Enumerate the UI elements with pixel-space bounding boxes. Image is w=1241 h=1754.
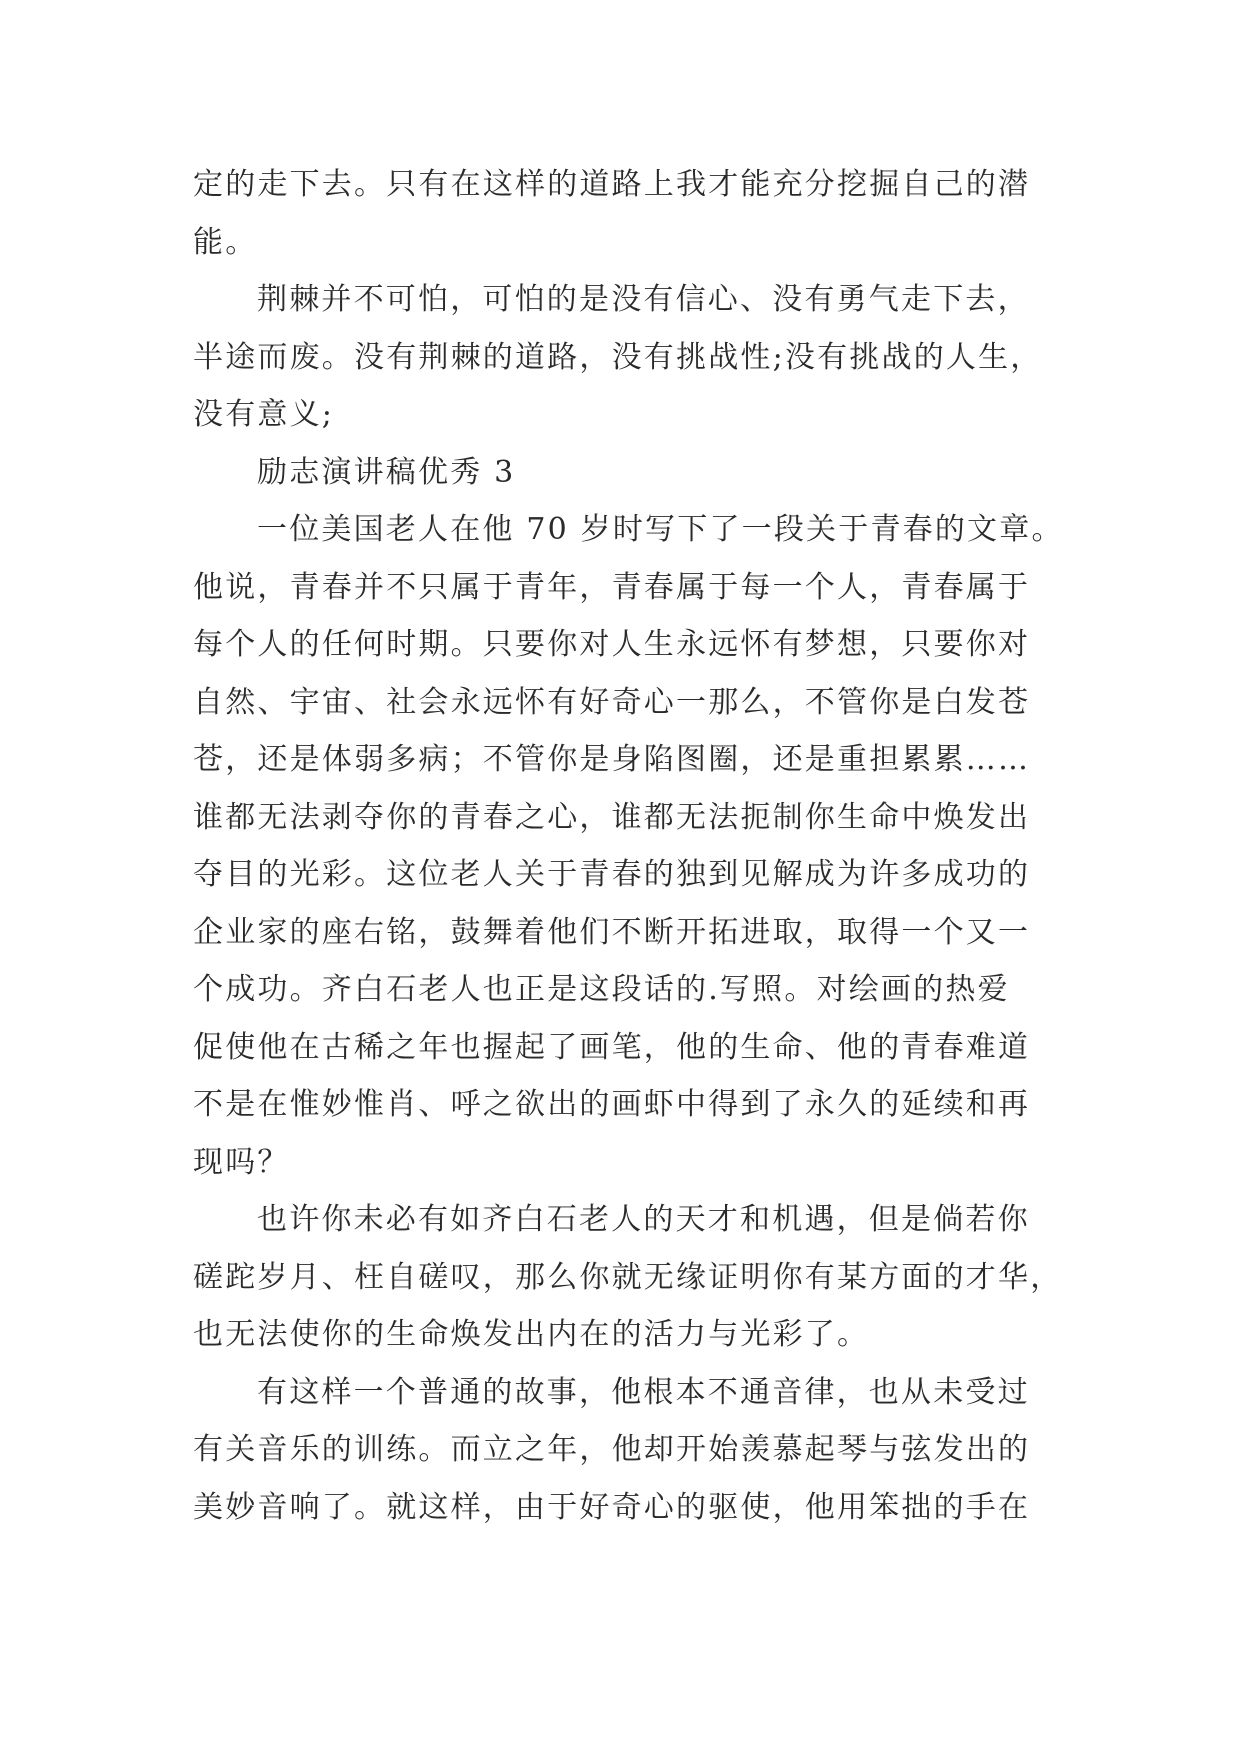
text-line: 自然、宇宙、社会永远怀有好奇心一那么，不管你是白发苍	[193, 685, 1031, 720]
text-line: 每个人的任何时期。只要你对人生永远怀有梦想，只要你对	[193, 627, 1031, 662]
text-line: 谁都无法剥夺你的青春之心，谁都无法扼制你生命中焕发出	[193, 800, 1031, 835]
text-line: 没有意义;	[193, 397, 335, 432]
text-line: 苍，还是体弱多病；不管你是身陷图圈，还是重担累累……	[193, 742, 1031, 777]
text-line: 能。	[193, 225, 258, 260]
paragraph-start: 荆棘并不可怕，可怕的是没有信心、没有勇气走下去，	[257, 282, 1030, 317]
section-heading: 励志演讲稿优秀 3	[257, 455, 516, 490]
text-line: 有关音乐的训练。而立之年，他却开始羡慕起琴与弦发出的	[193, 1432, 1031, 1467]
text-line: 磋跎岁月、枉自磋叹，那么你就无缘证明你有某方面的才华，	[193, 1260, 1063, 1295]
text-line: 个成功。齐白石老人也正是这段话的.写照。对绘画的热爱	[193, 972, 1010, 1007]
paragraph-start: 有这样一个普通的故事，他根本不通音律，也从未受过	[257, 1375, 1030, 1410]
text-line: 半途而废。没有荆棘的道路，没有挑战性;没有挑战的人生，	[193, 340, 1043, 375]
text-line: 不是在惟妙惟肖、呼之欲出的画虾中得到了永久的延续和再	[193, 1087, 1031, 1122]
paragraph-start: 也许你未必有如齐白石老人的天才和机遇，但是倘若你	[257, 1202, 1030, 1237]
text-line: 夺目的光彩。这位老人关于青春的独到见解成为许多成功的	[193, 857, 1031, 892]
text-line: 也无法使你的生命焕发出内在的活力与光彩了。	[193, 1317, 870, 1352]
text-line: 定的走下去。只有在这样的道路上我才能充分挖掘自己的潜	[193, 167, 1031, 202]
text-line: 促使他在古稀之年也握起了画笔，他的生命、他的青春难道	[193, 1030, 1031, 1065]
paragraph-start: 一位美国老人在他 70 岁时写下了一段关于青春的文章。	[257, 512, 1064, 547]
text-line: 他说，青春并不只属于青年，青春属于每一个人，青春属于	[193, 570, 1031, 605]
text-line: 美妙音响了。就这样，由于好奇心的驱使，他用笨拙的手在	[193, 1490, 1031, 1525]
text-line: 现吗？	[193, 1145, 290, 1180]
text-line: 企业家的座右铭，鼓舞着他们不断开拓进取，取得一个又一	[193, 915, 1031, 950]
